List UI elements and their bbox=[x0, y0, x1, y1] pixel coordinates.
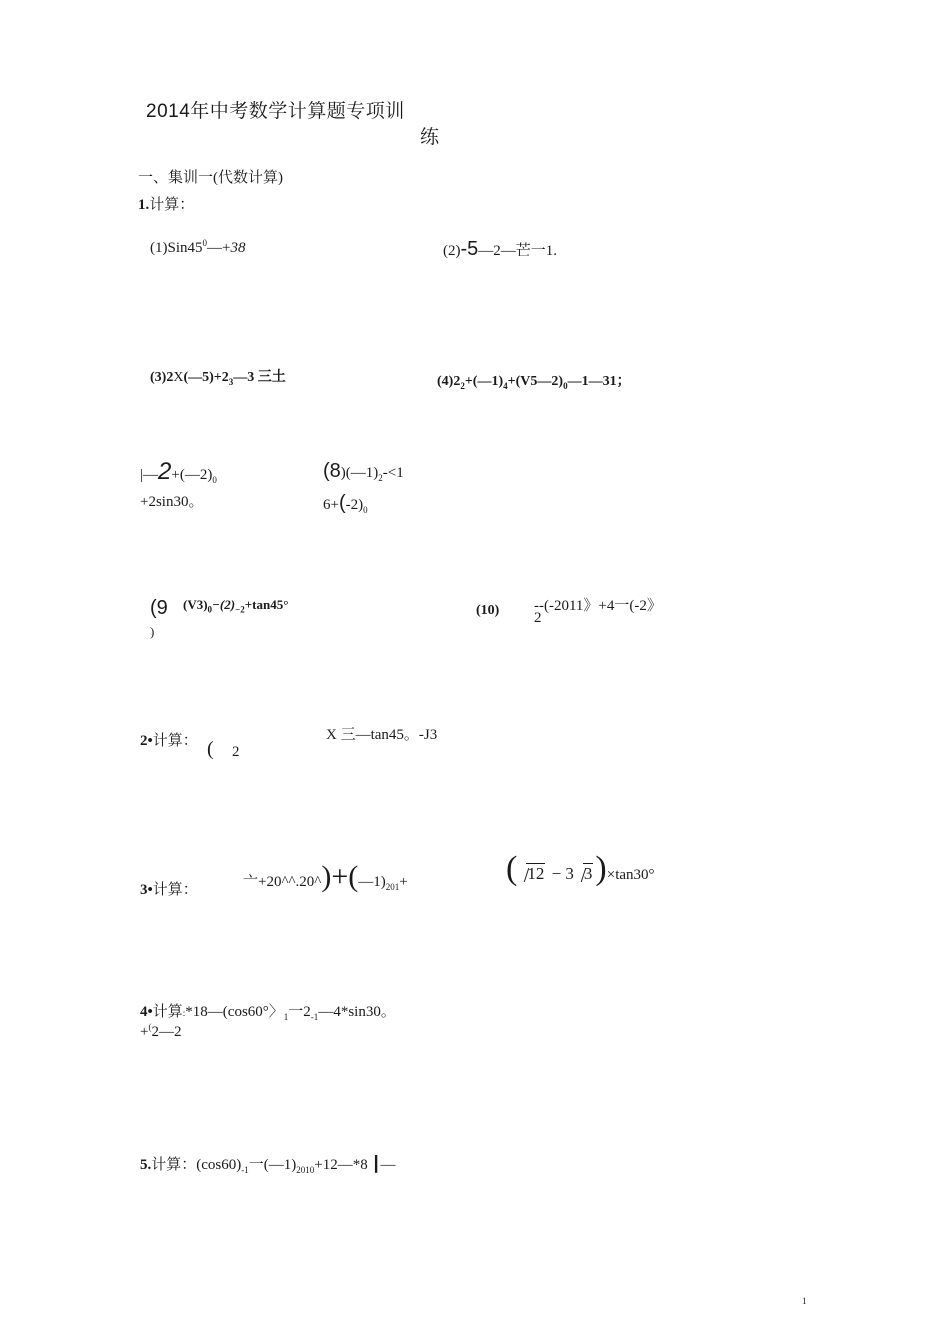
expr: —4*sin30。 bbox=[318, 1004, 396, 1020]
expr: + bbox=[140, 1024, 149, 1040]
expr: —+ bbox=[207, 240, 231, 256]
expr: +(—1) bbox=[464, 374, 504, 389]
problem-number: (3) bbox=[150, 370, 167, 385]
question-number: 1. bbox=[138, 197, 150, 213]
expr: 亠+ bbox=[243, 874, 267, 890]
problem-number: (2) bbox=[443, 243, 461, 259]
problem-number: (1) bbox=[150, 240, 168, 256]
expr-sub: 0 bbox=[563, 380, 568, 391]
problem-1-3 bbox=[150, 366, 286, 387]
expr: 38 bbox=[230, 240, 246, 256]
expr-sub: -1 bbox=[241, 1165, 249, 1175]
problem-1-10-line1: --(-2011》+4一(-2》 bbox=[534, 598, 662, 614]
expr: -5 bbox=[460, 238, 479, 260]
question-3-label bbox=[140, 878, 198, 899]
expr-sub: 3 bbox=[228, 376, 234, 387]
question-4-line1: 4•计算:*18—(cos60°〉$_1$一$2_{-1}—4*\sin 30$。 bbox=[140, 1004, 396, 1022]
expr-sub: 1 bbox=[283, 1012, 289, 1022]
expr: )+ bbox=[321, 860, 349, 893]
page-title-line2: 练 bbox=[420, 127, 440, 148]
expr: 一(—1) bbox=[248, 1157, 297, 1173]
problem-1-8-line2 bbox=[323, 492, 368, 515]
question-2-expr-bottom: 2 bbox=[232, 744, 240, 760]
question-2-label bbox=[140, 729, 198, 750]
expr: *18—(cos60°〉 bbox=[185, 1004, 284, 1020]
expr: 一2 bbox=[288, 1004, 311, 1020]
expr: X bbox=[173, 370, 184, 385]
section-heading: 一、集训一(代数计算) bbox=[138, 170, 283, 186]
expr: +12—*8 ┃— bbox=[314, 1157, 396, 1173]
question-label-text: 计算： bbox=[149, 197, 195, 213]
expr-sup: 0 bbox=[202, 238, 208, 248]
expr: 2—2 bbox=[151, 1024, 182, 1040]
expr-sub: 2 bbox=[378, 473, 383, 483]
problem-1-10-line2: 2 bbox=[534, 610, 542, 626]
question-5 bbox=[140, 1153, 396, 1175]
expr: —1) bbox=[358, 874, 386, 890]
left-paren-icon: ( bbox=[506, 850, 518, 887]
problem-number: (8 bbox=[323, 460, 341, 482]
problem-1-4 bbox=[437, 370, 631, 391]
expr: +tan45° bbox=[244, 597, 289, 612]
question-number: 5. bbox=[140, 1157, 152, 1173]
problem-1-10-number: (10) bbox=[476, 603, 500, 618]
expr: tan30° bbox=[615, 867, 655, 883]
problem-1-9-number: (9 bbox=[150, 597, 168, 619]
expr-sub: -1 bbox=[310, 1012, 319, 1022]
expr: -<1 bbox=[382, 465, 404, 481]
question-number: 3• bbox=[140, 882, 153, 898]
expr-sub: 0 bbox=[363, 505, 368, 515]
question-1-label bbox=[138, 193, 194, 214]
expr: ( bbox=[338, 492, 346, 514]
expr: +(V5—2) bbox=[507, 374, 564, 389]
expr: (V3) bbox=[183, 597, 208, 612]
expr: (—5)+2 bbox=[183, 370, 229, 385]
question-2-bracket: ( bbox=[207, 738, 214, 760]
expr-sub: 4 bbox=[503, 380, 508, 391]
expr: —2—芒一1. bbox=[478, 243, 558, 259]
expr: +(—2) bbox=[171, 467, 213, 483]
expr-sub: 0 bbox=[207, 604, 213, 615]
question-3-sqrt-expr bbox=[506, 852, 655, 886]
problem-1-7-line1 bbox=[140, 458, 217, 486]
page-title-line1: 2014年中考数学计算题专项训 bbox=[146, 101, 405, 122]
problem-1-8-line1 bbox=[323, 460, 404, 483]
sqrt-icon: 3 bbox=[574, 864, 594, 884]
expr-sub: 201 bbox=[385, 882, 400, 892]
problem-1-2 bbox=[443, 238, 557, 261]
problem-1-1 bbox=[150, 238, 245, 257]
problem-1-9 bbox=[183, 597, 288, 615]
expr-sub: 0 bbox=[212, 475, 217, 485]
expr: 2 bbox=[158, 458, 172, 485]
question-label-text: 计算： bbox=[151, 1157, 197, 1173]
expr: |— bbox=[140, 467, 159, 483]
expr-sub: 2 bbox=[460, 380, 465, 391]
expr: -2) bbox=[345, 497, 364, 513]
question-4-line2: +(2—2 bbox=[140, 1022, 182, 1040]
problem-1-9-close: ) bbox=[150, 624, 155, 639]
expr: 2 bbox=[166, 370, 174, 385]
expr: + bbox=[399, 874, 408, 890]
expr: —1—31； bbox=[567, 374, 631, 389]
expr: ( bbox=[348, 860, 359, 893]
expr: 2 bbox=[453, 374, 461, 389]
right-paren-icon: ) bbox=[595, 850, 607, 887]
expr-sub: −2 bbox=[235, 604, 245, 615]
question-number: 4• bbox=[140, 1004, 153, 1020]
times-sign: × bbox=[606, 867, 616, 883]
question-3-expr bbox=[243, 862, 408, 892]
expr-sub: 2010 bbox=[296, 1165, 315, 1175]
question-number: 2• bbox=[140, 733, 153, 749]
expr: −(2) bbox=[212, 597, 236, 612]
expr: )(—1) bbox=[340, 465, 379, 481]
page-number: 1 bbox=[802, 1296, 807, 1306]
question-label-text: 计算 bbox=[152, 1004, 183, 1020]
expr: —3 三土 bbox=[233, 370, 286, 385]
problem-1-7-line2: +2sin30。 bbox=[140, 494, 204, 510]
expr: 20^^.20^ bbox=[266, 874, 322, 890]
question-label-text: 计算： bbox=[152, 733, 198, 749]
expr: − 3 bbox=[547, 864, 574, 883]
expr: 6+ bbox=[323, 497, 339, 513]
sqrt-icon: 12 bbox=[517, 864, 545, 884]
problem-number: (4) bbox=[437, 374, 454, 389]
expr: Sin45 bbox=[167, 240, 203, 256]
expr: (cos60) bbox=[196, 1157, 242, 1173]
question-2-expr-top: X 三—tan45。-J3 bbox=[326, 727, 438, 743]
question-label-text: 计算： bbox=[152, 882, 198, 898]
